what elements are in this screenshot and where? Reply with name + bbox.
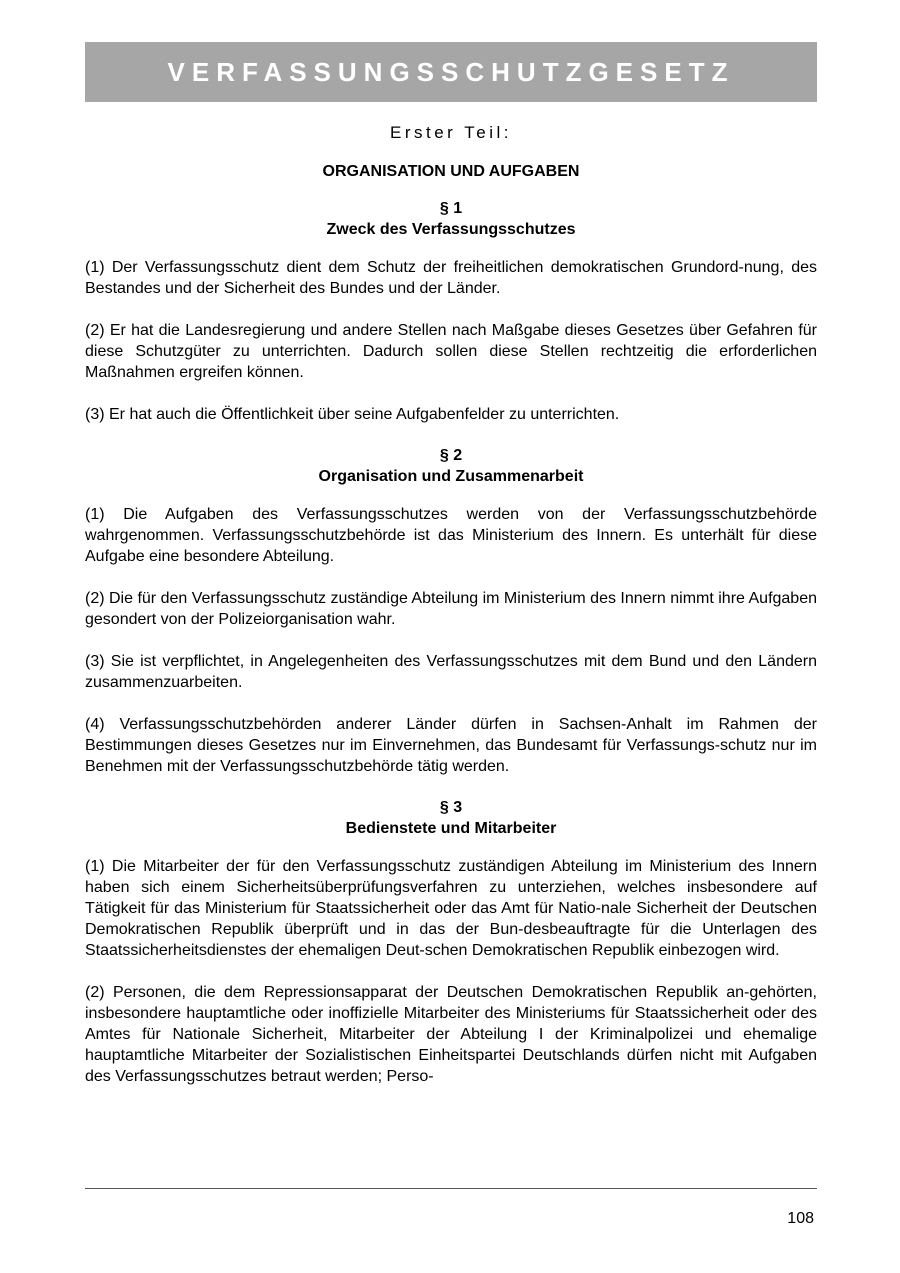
paragraph: (1) Die Mitarbeiter der für den Verfassungsschutz zuständigen Abteilung im Ministerium des Innern haben sich einem Sicherheitsüberprüfungsverfahren zu unterziehen, welches insbesondere auf Tätigkeit für das Ministerium für Staatssicherheit oder das Amt für Natio-nale Sicherheit der Deutschen Demokratischen Republik überprüft und in das der Bun-desbeauftragte für die Unterlagen des Staatssicherheitsdienstes der ehemaligen Deut-schen Demokratischen Republik einbezogen wird. (85, 858, 817, 959)
footer-divider (85, 1188, 817, 1189)
section-heading (85, 797, 817, 839)
paragraph: (2) Er hat die Landesregierung und andere Stellen nach Maßgabe dieses Gesetzes über Gefahren für diese Schutzgüter zu unterrichten. Dadurch sollen diese Stellen rechtzeitig die erforderlichen Maßnahmen ergreifen können. (85, 322, 817, 381)
paragraph: (1) Die Aufgaben des Verfassungsschutzes werden von der Verfassungsschutzbehörde wahrgenommen. Verfassungsschutzbehörde ist das Ministerium des Innern. Es unterhält für diese Aufgabe eine besondere Abteilung. (85, 506, 817, 565)
part-title: ORGANISATION UND AUFGABEN (322, 163, 580, 180)
section-number: § 3 (439, 799, 463, 816)
paragraph: (1) Der Verfassungsschutz dient dem Schutz der freiheitlichen demokratischen Grundord-nung, des Bestandes und der Sicherheit des Bundes und der Länder. (85, 259, 817, 297)
page-number: 108 (787, 1210, 814, 1227)
paragraph: (2) Personen, die dem Repressionsapparat der Deutschen Demokratischen Republik an-gehörten, insbesondere hauptamtliche oder inoffizielle Mitarbeiter des Ministeriums für Staatssicherheit oder des Amtes für Nationale Sicherheit, Mitarbeiter der Abteilung I der Kriminalpolizei und ehemalige hauptamtliche Mitarbeiter der Sozialistischen Einheitspartei Deutschlands dürfen nicht mit Aufgaben des Verfassungsschutzes betraut werden; Perso- (85, 984, 817, 1085)
paragraph: (3) Sie ist verpflichtet, in Angelegenheiten des Verfassungsschutzes mit dem Bund und den Ländern zusammenzuarbeiten. (85, 653, 817, 691)
paragraph: (2) Die für den Verfassungsschutz zuständige Abteilung im Ministerium des Innern nimmt ihre Aufgaben gesondert von der Polizeiorganisation wahr. (85, 590, 817, 628)
document-page (85, 42, 817, 1087)
section-title: Organisation und Zusammenarbeit (318, 468, 584, 485)
section-title: Bedienstete und Mitarbeiter (345, 820, 557, 837)
paragraph: (3) Er hat auch die Öffentlichkeit über seine Aufgabenfelder zu unterrichten. (85, 406, 620, 423)
part-label: Erster Teil: (390, 123, 512, 142)
section-number: § 1 (439, 200, 463, 217)
paragraph: (4) Verfassungsschutzbehörden anderer Länder dürfen in Sachsen-Anhalt im Rahmen der Bestimmungen dieses Gesetzes nur im Einvernehmen, das Bundesamt für Verfassungs-schutz nur im Benehmen mit der Verfassungsschutzbehörde tätig werden. (85, 716, 817, 775)
section-heading (85, 198, 817, 240)
section-heading (85, 445, 817, 487)
section-title: Zweck des Verfassungsschutzes (326, 221, 576, 238)
section-number: § 2 (439, 447, 463, 464)
law-title-banner: VERFASSUNGSSCHUTZGESETZ (85, 42, 817, 102)
